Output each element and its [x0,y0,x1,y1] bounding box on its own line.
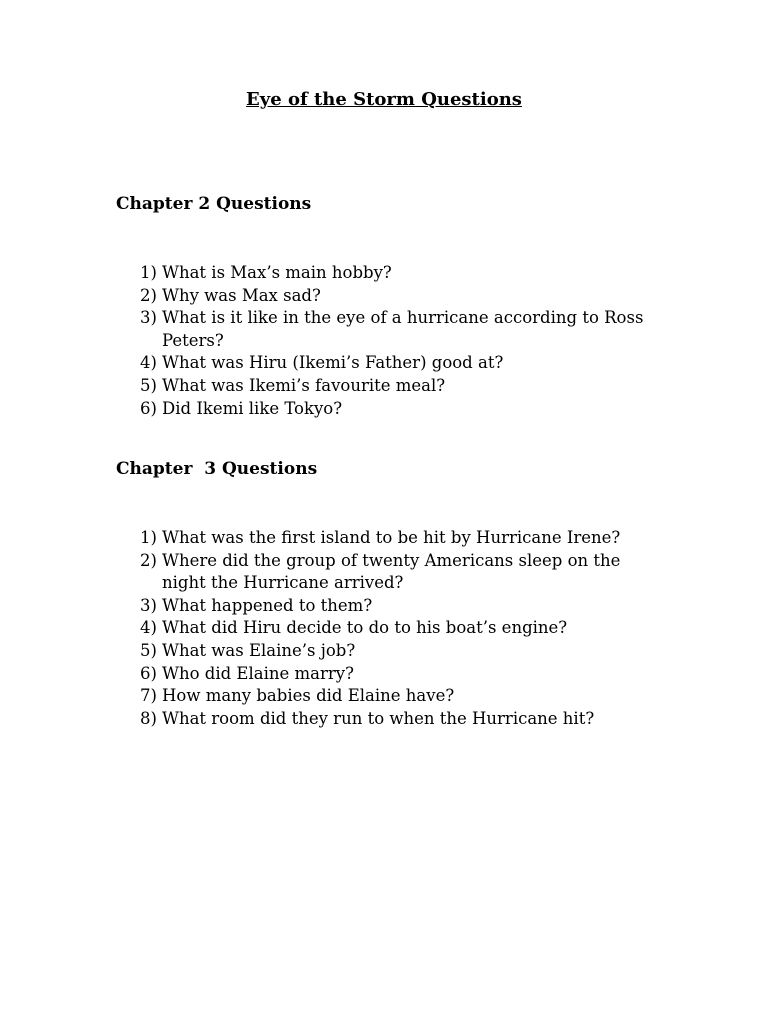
question-number: 2) [140,285,157,305]
question-text: What was Hiru (Ikemi’s Father) good at? [162,353,504,373]
question-item [140,685,660,708]
question-item [140,708,660,731]
question-item [140,398,660,421]
question-item [140,307,660,352]
section-heading-chapter-2: Chapter 2 Questions [116,194,312,214]
question-number: 1) [140,528,157,547]
question-number: 4) [140,353,157,373]
question-list-chapter-2 [140,262,660,420]
question-item [140,375,660,398]
question-item [140,262,660,285]
document-title: Eye of the Storm Questions [246,89,522,110]
question-number: 3) [140,308,157,328]
question-number: 5) [140,375,157,395]
question-text: Did Ikemi like Tokyo? [162,398,343,418]
question-text: What was the first island to be hit by Hurricane Irene? [162,528,621,547]
question-number: 3) [140,595,157,615]
question-item [140,352,660,375]
question-item [140,550,660,595]
question-item [140,617,660,640]
question-text: What is it like in the eye of a hurricane according to Ross Peters? [162,308,644,350]
question-item [140,285,660,308]
question-text: What was Ikemi’s favourite meal? [162,375,446,395]
question-number: 8) [140,708,157,728]
question-text: How many babies did Elaine have? [162,686,455,706]
question-number: 6) [140,398,157,418]
question-text: What room did they run to when the Hurricane hit? [162,708,595,728]
question-text: Where did the group of twenty Americans sleep on the night the Hurricane arrived? [162,550,621,593]
question-item [140,527,660,550]
question-number: 6) [140,663,157,683]
question-number: 5) [140,640,157,660]
question-text: What did Hiru decide to do to his boat’s engine? [162,618,568,638]
question-number: 4) [140,618,157,638]
question-text: What is Max’s main hobby? [162,263,392,282]
question-number: 1) [140,263,157,282]
question-text: What happened to them? [162,595,373,615]
question-list-chapter-3 [140,527,660,730]
question-text: Why was Max sad? [162,285,321,305]
question-number: 2) [140,550,157,570]
section-heading-chapter-3: Chapter 3 Questions [116,459,318,479]
question-text: Who did Elaine marry? [162,663,354,683]
question-item [140,595,660,618]
question-text: What was Elaine’s job? [162,640,356,660]
question-item [140,640,660,663]
question-number: 7) [140,686,157,706]
question-item [140,663,660,686]
